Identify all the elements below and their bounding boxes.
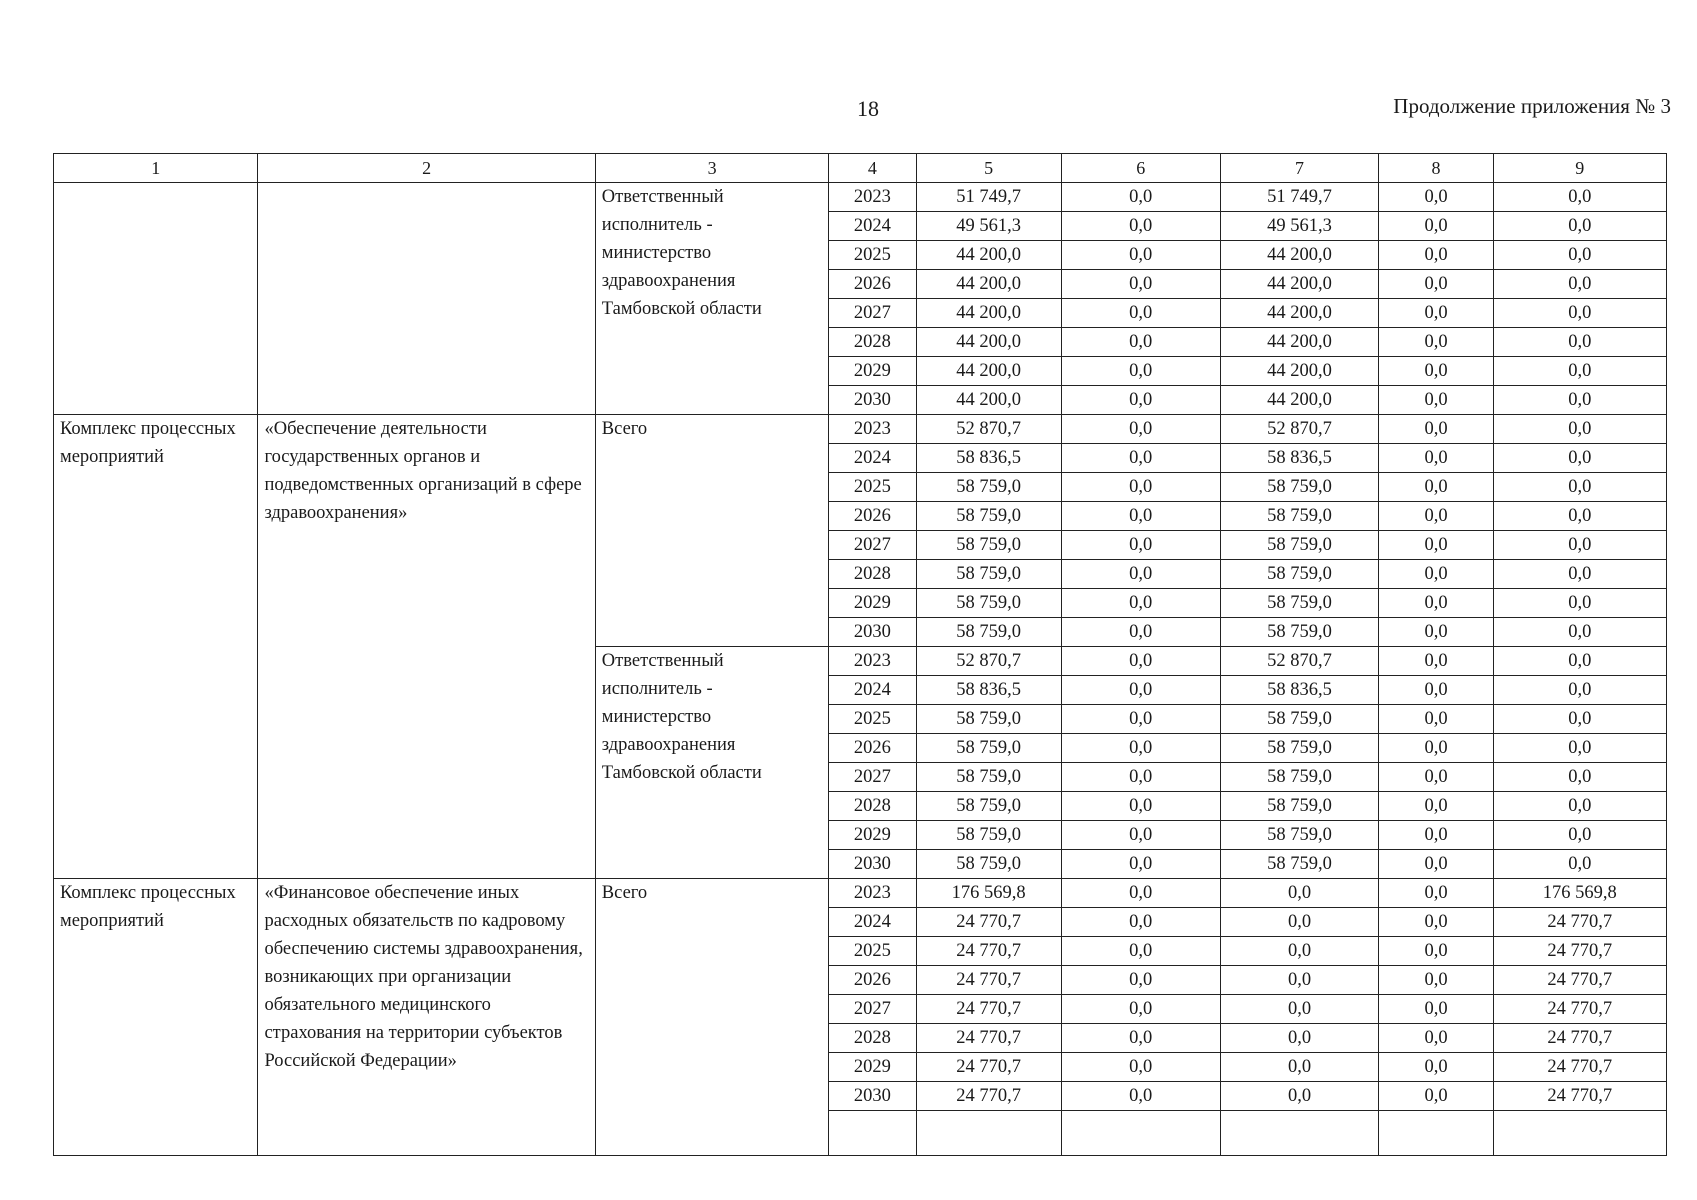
year-cell: 2023 <box>829 879 916 908</box>
regional-budget-cell: 58 836,5 <box>1220 444 1379 473</box>
extrabudgetary-cell: 24 770,7 <box>1493 1053 1666 1082</box>
regional-budget-cell: 44 200,0 <box>1220 241 1379 270</box>
column-header: 7 <box>1220 154 1379 183</box>
total-amount-cell: 24 770,7 <box>916 995 1061 1024</box>
extrabudgetary-cell: 0,0 <box>1493 212 1666 241</box>
year-cell: 2026 <box>829 502 916 531</box>
column-header: 3 <box>595 154 829 183</box>
extrabudgetary-cell: 24 770,7 <box>1493 1024 1666 1053</box>
total-amount-cell: 44 200,0 <box>916 270 1061 299</box>
total-amount-cell: 58 759,0 <box>916 502 1061 531</box>
regional-budget-cell: 49 561,3 <box>1220 212 1379 241</box>
table-header <box>54 154 1667 183</box>
federal-budget-cell: 0,0 <box>1061 763 1220 792</box>
total-amount-cell: 58 759,0 <box>916 589 1061 618</box>
year-cell: 2023 <box>829 415 916 444</box>
regional-budget-cell: 58 759,0 <box>1220 589 1379 618</box>
table-row <box>54 415 1667 444</box>
local-budget-cell: 0,0 <box>1379 299 1493 328</box>
year-cell: 2028 <box>829 1024 916 1053</box>
total-amount-cell: 58 759,0 <box>916 618 1061 647</box>
extrabudgetary-cell: 0,0 <box>1493 618 1666 647</box>
year-cell: 2029 <box>829 821 916 850</box>
total-amount-cell: 24 770,7 <box>916 908 1061 937</box>
extrabudgetary-cell: 0,0 <box>1493 589 1666 618</box>
budget-table <box>53 153 1667 1156</box>
year-cell: 2024 <box>829 676 916 705</box>
total-amount-cell: 24 770,7 <box>916 1082 1061 1111</box>
program-type-cell: Комплекс процессных мероприятий <box>54 879 258 1156</box>
total-amount-cell: 52 870,7 <box>916 647 1061 676</box>
year-cell: 2027 <box>829 531 916 560</box>
year-cell: 2027 <box>829 995 916 1024</box>
total-amount-cell: 44 200,0 <box>916 328 1061 357</box>
local-budget-cell: 0,0 <box>1379 966 1493 995</box>
total-amount-cell: 58 759,0 <box>916 734 1061 763</box>
local-budget-cell: 0,0 <box>1379 647 1493 676</box>
empty-cell <box>829 1111 916 1156</box>
year-cell: 2026 <box>829 270 916 299</box>
regional-budget-cell: 52 870,7 <box>1220 415 1379 444</box>
extrabudgetary-cell: 0,0 <box>1493 183 1666 212</box>
extrabudgetary-cell: 0,0 <box>1493 705 1666 734</box>
federal-budget-cell: 0,0 <box>1061 1053 1220 1082</box>
year-cell: 2025 <box>829 473 916 502</box>
extrabudgetary-cell: 0,0 <box>1493 386 1666 415</box>
funding-source-cell: Всего <box>595 415 829 647</box>
regional-budget-cell: 58 759,0 <box>1220 618 1379 647</box>
federal-budget-cell: 0,0 <box>1061 183 1220 212</box>
federal-budget-cell: 0,0 <box>1061 328 1220 357</box>
regional-budget-cell: 0,0 <box>1220 908 1379 937</box>
federal-budget-cell: 0,0 <box>1061 850 1220 879</box>
funding-source-cell: Ответственный исполнитель - министерство здравоохранения Тамбовской области <box>595 183 829 415</box>
extrabudgetary-cell: 24 770,7 <box>1493 937 1666 966</box>
extrabudgetary-cell: 24 770,7 <box>1493 995 1666 1024</box>
total-amount-cell: 58 759,0 <box>916 763 1061 792</box>
extrabudgetary-cell: 0,0 <box>1493 502 1666 531</box>
regional-budget-cell: 52 870,7 <box>1220 647 1379 676</box>
regional-budget-cell: 0,0 <box>1220 937 1379 966</box>
program-type-cell <box>54 183 258 415</box>
regional-budget-cell: 51 749,7 <box>1220 183 1379 212</box>
federal-budget-cell: 0,0 <box>1061 357 1220 386</box>
column-header: 1 <box>54 154 258 183</box>
year-cell: 2024 <box>829 444 916 473</box>
local-budget-cell: 0,0 <box>1379 357 1493 386</box>
local-budget-cell: 0,0 <box>1379 1082 1493 1111</box>
program-name-cell <box>258 183 595 415</box>
year-cell: 2027 <box>829 763 916 792</box>
federal-budget-cell: 0,0 <box>1061 560 1220 589</box>
local-budget-cell: 0,0 <box>1379 618 1493 647</box>
extrabudgetary-cell: 176 569,8 <box>1493 879 1666 908</box>
local-budget-cell: 0,0 <box>1379 763 1493 792</box>
federal-budget-cell: 0,0 <box>1061 908 1220 937</box>
regional-budget-cell: 0,0 <box>1220 995 1379 1024</box>
local-budget-cell: 0,0 <box>1379 792 1493 821</box>
local-budget-cell: 0,0 <box>1379 908 1493 937</box>
federal-budget-cell: 0,0 <box>1061 879 1220 908</box>
extrabudgetary-cell: 0,0 <box>1493 299 1666 328</box>
federal-budget-cell: 0,0 <box>1061 705 1220 734</box>
year-cell: 2029 <box>829 589 916 618</box>
federal-budget-cell: 0,0 <box>1061 531 1220 560</box>
federal-budget-cell: 0,0 <box>1061 792 1220 821</box>
year-cell: 2028 <box>829 792 916 821</box>
local-budget-cell: 0,0 <box>1379 705 1493 734</box>
federal-budget-cell: 0,0 <box>1061 589 1220 618</box>
federal-budget-cell: 0,0 <box>1061 937 1220 966</box>
local-budget-cell: 0,0 <box>1379 879 1493 908</box>
total-amount-cell: 24 770,7 <box>916 937 1061 966</box>
extrabudgetary-cell: 24 770,7 <box>1493 966 1666 995</box>
federal-budget-cell: 0,0 <box>1061 299 1220 328</box>
year-cell: 2024 <box>829 212 916 241</box>
year-cell: 2023 <box>829 647 916 676</box>
regional-budget-cell: 58 759,0 <box>1220 705 1379 734</box>
total-amount-cell: 44 200,0 <box>916 386 1061 415</box>
year-cell: 2030 <box>829 1082 916 1111</box>
federal-budget-cell: 0,0 <box>1061 821 1220 850</box>
program-type-cell: Комплекс процессных мероприятий <box>54 415 258 879</box>
extrabudgetary-cell: 0,0 <box>1493 415 1666 444</box>
column-header: 9 <box>1493 154 1666 183</box>
total-amount-cell: 24 770,7 <box>916 1024 1061 1053</box>
local-budget-cell: 0,0 <box>1379 734 1493 763</box>
federal-budget-cell: 0,0 <box>1061 386 1220 415</box>
extrabudgetary-cell: 0,0 <box>1493 241 1666 270</box>
federal-budget-cell: 0,0 <box>1061 270 1220 299</box>
extrabudgetary-cell: 0,0 <box>1493 328 1666 357</box>
year-cell: 2028 <box>829 328 916 357</box>
total-amount-cell: 176 569,8 <box>916 879 1061 908</box>
regional-budget-cell: 58 759,0 <box>1220 502 1379 531</box>
federal-budget-cell: 0,0 <box>1061 1024 1220 1053</box>
year-cell: 2025 <box>829 241 916 270</box>
program-name-cell: «Финансовое обеспечение иных расходных обязательств по кадровому обеспечению системы здравоохранения, возникающих при организации обязательного медицинского страхования на территории субъектов Российской Федерации» <box>258 879 595 1156</box>
regional-budget-cell: 58 759,0 <box>1220 560 1379 589</box>
column-header: 4 <box>829 154 916 183</box>
total-amount-cell: 58 836,5 <box>916 676 1061 705</box>
regional-budget-cell: 44 200,0 <box>1220 299 1379 328</box>
total-amount-cell: 44 200,0 <box>916 299 1061 328</box>
federal-budget-cell: 0,0 <box>1061 734 1220 763</box>
extrabudgetary-cell: 0,0 <box>1493 647 1666 676</box>
year-cell: 2028 <box>829 560 916 589</box>
local-budget-cell: 0,0 <box>1379 241 1493 270</box>
extrabudgetary-cell: 0,0 <box>1493 850 1666 879</box>
regional-budget-cell: 0,0 <box>1220 1024 1379 1053</box>
federal-budget-cell: 0,0 <box>1061 676 1220 705</box>
extrabudgetary-cell: 0,0 <box>1493 560 1666 589</box>
total-amount-cell: 58 836,5 <box>916 444 1061 473</box>
local-budget-cell: 0,0 <box>1379 937 1493 966</box>
extrabudgetary-cell: 24 770,7 <box>1493 1082 1666 1111</box>
federal-budget-cell: 0,0 <box>1061 502 1220 531</box>
local-budget-cell: 0,0 <box>1379 415 1493 444</box>
empty-cell <box>1061 1111 1220 1156</box>
total-amount-cell: 24 770,7 <box>916 966 1061 995</box>
year-cell: 2030 <box>829 850 916 879</box>
year-cell: 2027 <box>829 299 916 328</box>
regional-budget-cell: 58 836,5 <box>1220 676 1379 705</box>
total-amount-cell: 58 759,0 <box>916 850 1061 879</box>
extrabudgetary-cell: 0,0 <box>1493 821 1666 850</box>
year-cell: 2026 <box>829 734 916 763</box>
table-row <box>54 879 1667 908</box>
total-amount-cell: 51 749,7 <box>916 183 1061 212</box>
total-amount-cell: 58 759,0 <box>916 473 1061 502</box>
local-budget-cell: 0,0 <box>1379 560 1493 589</box>
program-name-cell: «Обеспечение деятельности государственных органов и подведомственных организаций в сфере здравоохранения» <box>258 415 595 879</box>
table-body <box>54 183 1667 1156</box>
regional-budget-cell: 44 200,0 <box>1220 357 1379 386</box>
page-number: 18 <box>857 96 879 121</box>
local-budget-cell: 0,0 <box>1379 821 1493 850</box>
funding-source-cell: Ответственный исполнитель - министерство здравоохранения Тамбовской области <box>595 647 829 879</box>
federal-budget-cell: 0,0 <box>1061 444 1220 473</box>
total-amount-cell: 24 770,7 <box>916 1053 1061 1082</box>
local-budget-cell: 0,0 <box>1379 473 1493 502</box>
local-budget-cell: 0,0 <box>1379 676 1493 705</box>
column-header: 8 <box>1379 154 1493 183</box>
empty-cell <box>1493 1111 1666 1156</box>
column-header: 5 <box>916 154 1061 183</box>
year-cell: 2024 <box>829 908 916 937</box>
total-amount-cell: 58 759,0 <box>916 531 1061 560</box>
year-cell: 2029 <box>829 1053 916 1082</box>
year-cell: 2023 <box>829 183 916 212</box>
local-budget-cell: 0,0 <box>1379 850 1493 879</box>
extrabudgetary-cell: 0,0 <box>1493 444 1666 473</box>
extrabudgetary-cell: 0,0 <box>1493 531 1666 560</box>
local-budget-cell: 0,0 <box>1379 386 1493 415</box>
federal-budget-cell: 0,0 <box>1061 473 1220 502</box>
total-amount-cell: 52 870,7 <box>916 415 1061 444</box>
regional-budget-cell: 0,0 <box>1220 879 1379 908</box>
local-budget-cell: 0,0 <box>1379 1024 1493 1053</box>
total-amount-cell: 49 561,3 <box>916 212 1061 241</box>
regional-budget-cell: 0,0 <box>1220 966 1379 995</box>
extrabudgetary-cell: 0,0 <box>1493 734 1666 763</box>
local-budget-cell: 0,0 <box>1379 531 1493 560</box>
federal-budget-cell: 0,0 <box>1061 415 1220 444</box>
local-budget-cell: 0,0 <box>1379 589 1493 618</box>
empty-cell <box>1379 1111 1493 1156</box>
empty-cell <box>1220 1111 1379 1156</box>
regional-budget-cell: 58 759,0 <box>1220 531 1379 560</box>
regional-budget-cell: 58 759,0 <box>1220 821 1379 850</box>
appendix-label: Продолжение приложения № 3 <box>1393 94 1671 118</box>
local-budget-cell: 0,0 <box>1379 1053 1493 1082</box>
total-amount-cell: 58 759,0 <box>916 792 1061 821</box>
local-budget-cell: 0,0 <box>1379 444 1493 473</box>
local-budget-cell: 0,0 <box>1379 270 1493 299</box>
total-amount-cell: 58 759,0 <box>916 705 1061 734</box>
regional-budget-cell: 58 759,0 <box>1220 850 1379 879</box>
total-amount-cell: 58 759,0 <box>916 560 1061 589</box>
regional-budget-cell: 0,0 <box>1220 1053 1379 1082</box>
regional-budget-cell: 44 200,0 <box>1220 270 1379 299</box>
local-budget-cell: 0,0 <box>1379 995 1493 1024</box>
extrabudgetary-cell: 24 770,7 <box>1493 908 1666 937</box>
extrabudgetary-cell: 0,0 <box>1493 676 1666 705</box>
regional-budget-cell: 44 200,0 <box>1220 328 1379 357</box>
year-cell: 2025 <box>829 705 916 734</box>
total-amount-cell: 44 200,0 <box>916 241 1061 270</box>
federal-budget-cell: 0,0 <box>1061 995 1220 1024</box>
federal-budget-cell: 0,0 <box>1061 1082 1220 1111</box>
local-budget-cell: 0,0 <box>1379 502 1493 531</box>
total-amount-cell: 58 759,0 <box>916 821 1061 850</box>
federal-budget-cell: 0,0 <box>1061 241 1220 270</box>
regional-budget-cell: 58 759,0 <box>1220 473 1379 502</box>
local-budget-cell: 0,0 <box>1379 328 1493 357</box>
federal-budget-cell: 0,0 <box>1061 618 1220 647</box>
regional-budget-cell: 0,0 <box>1220 1082 1379 1111</box>
local-budget-cell: 0,0 <box>1379 212 1493 241</box>
year-cell: 2026 <box>829 966 916 995</box>
extrabudgetary-cell: 0,0 <box>1493 473 1666 502</box>
regional-budget-cell: 58 759,0 <box>1220 763 1379 792</box>
local-budget-cell: 0,0 <box>1379 183 1493 212</box>
federal-budget-cell: 0,0 <box>1061 966 1220 995</box>
year-cell: 2025 <box>829 937 916 966</box>
regional-budget-cell: 58 759,0 <box>1220 792 1379 821</box>
funding-source-cell: Всего <box>595 879 829 1156</box>
federal-budget-cell: 0,0 <box>1061 212 1220 241</box>
extrabudgetary-cell: 0,0 <box>1493 270 1666 299</box>
year-cell: 2029 <box>829 357 916 386</box>
year-cell: 2030 <box>829 386 916 415</box>
extrabudgetary-cell: 0,0 <box>1493 763 1666 792</box>
regional-budget-cell: 58 759,0 <box>1220 734 1379 763</box>
extrabudgetary-cell: 0,0 <box>1493 792 1666 821</box>
column-header: 2 <box>258 154 595 183</box>
column-number-row <box>54 154 1667 183</box>
extrabudgetary-cell: 0,0 <box>1493 357 1666 386</box>
year-cell: 2030 <box>829 618 916 647</box>
table-row <box>54 183 1667 212</box>
regional-budget-cell: 44 200,0 <box>1220 386 1379 415</box>
empty-cell <box>916 1111 1061 1156</box>
federal-budget-cell: 0,0 <box>1061 647 1220 676</box>
total-amount-cell: 44 200,0 <box>916 357 1061 386</box>
column-header: 6 <box>1061 154 1220 183</box>
